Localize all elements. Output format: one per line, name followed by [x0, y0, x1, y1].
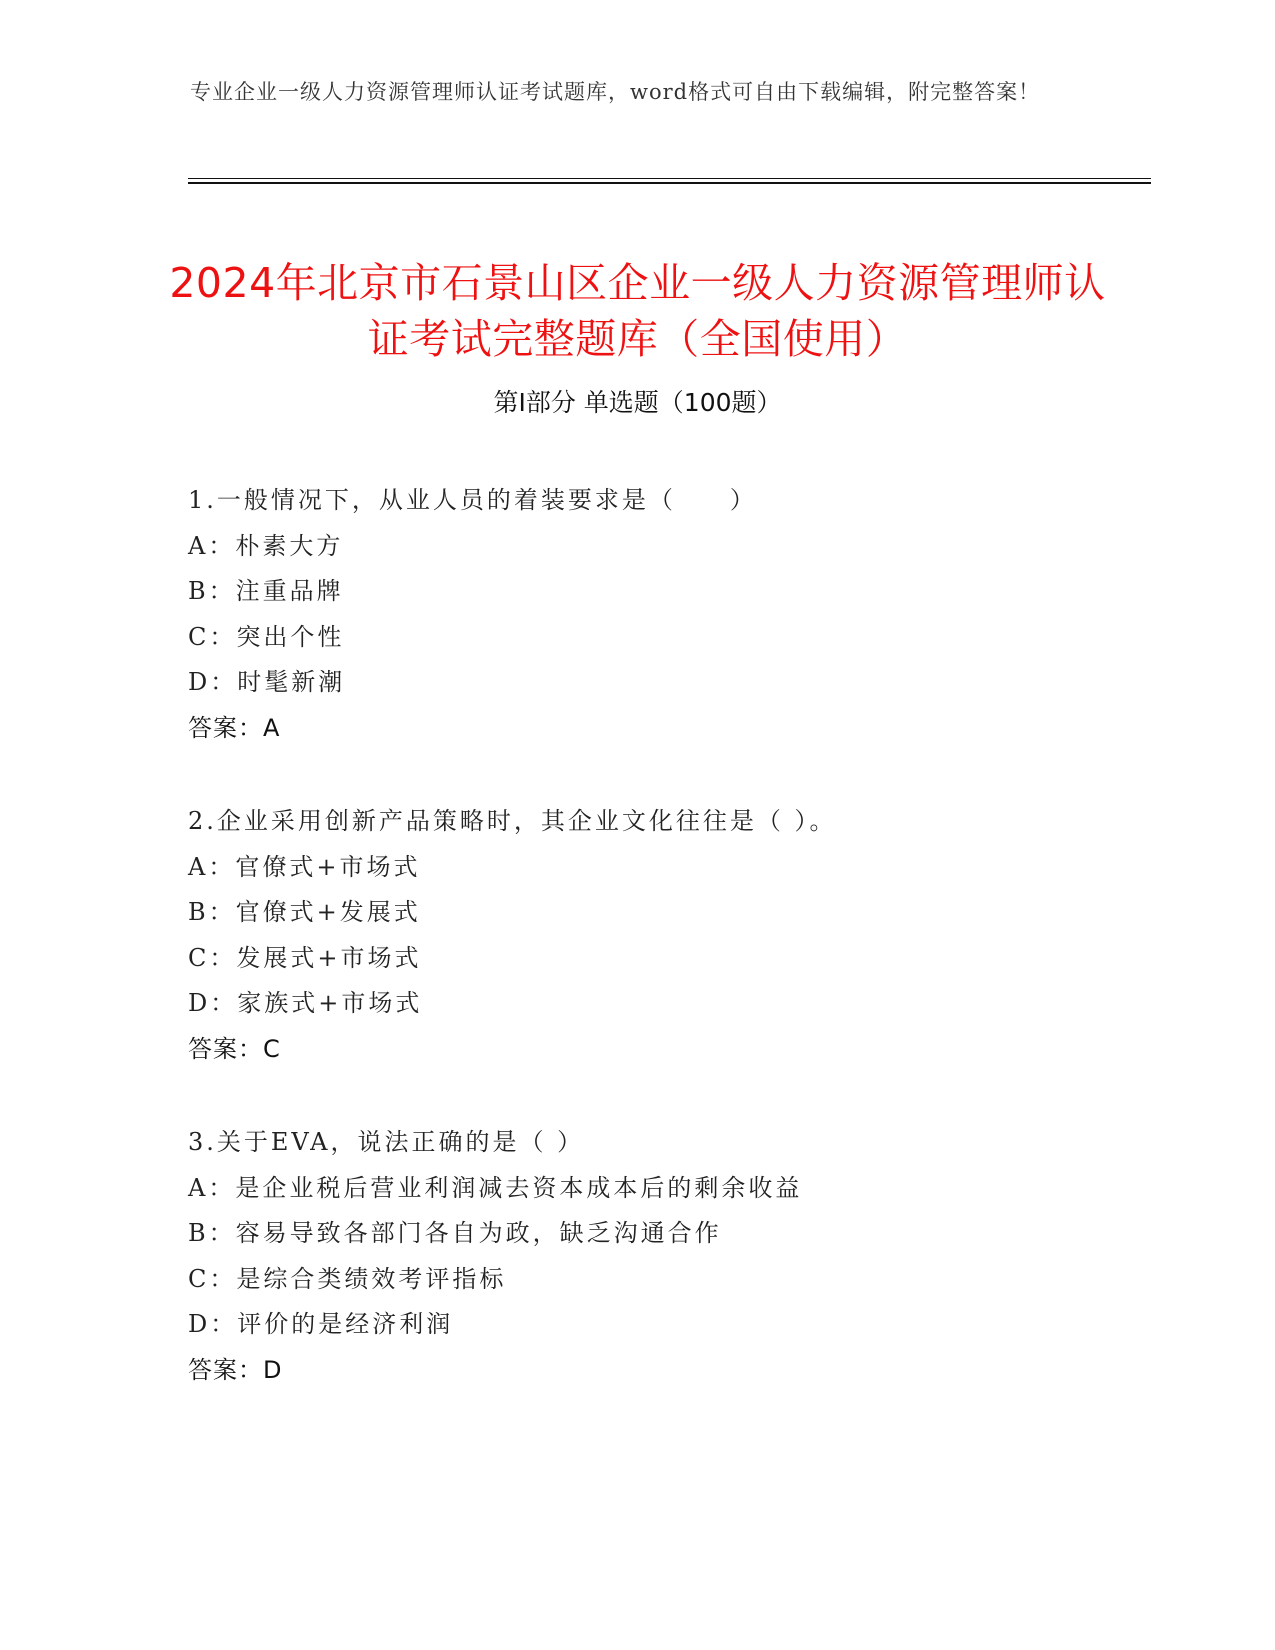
answer-line: 答案：C	[188, 1034, 281, 1063]
option-a: A：是企业税后营业利润减去资本成本后的剩余收益	[188, 1173, 803, 1202]
question-1	[188, 478, 1148, 751]
option-d: D：家族式+市场式	[188, 989, 423, 1017]
option-c: C：发展式+市场式	[188, 943, 422, 972]
question-stem: 3.关于EVA，说法正确的是（ ）	[188, 1128, 585, 1156]
option-c: C：突出个性	[188, 622, 345, 651]
answer-line: 答案：D	[188, 1355, 283, 1384]
option-d: D：评价的是经济利润	[188, 1310, 454, 1338]
header-divider-thin	[188, 178, 1151, 179]
option-b: B：官僚式+发展式	[188, 898, 421, 926]
option-a: A：官僚式+市场式	[188, 852, 421, 881]
answer-line: 答案：A	[188, 713, 281, 742]
option-d: D：时髦新潮	[188, 668, 346, 696]
option-b: B：注重品牌	[188, 577, 344, 605]
option-c: C：是综合类绩效考评指标	[188, 1264, 507, 1293]
header-divider-thick	[188, 182, 1151, 184]
question-stem: 1.一般情况下，从业人员的着装要求是（ ）	[188, 486, 757, 514]
option-a: A：朴素大方	[188, 531, 344, 560]
question-stem: 2.企业采用创新产品策略时，其企业文化往往是（ ）。	[188, 807, 837, 835]
option-b: B：容易导致各部门各自为政，缺乏沟通合作	[188, 1219, 722, 1247]
header-note: 专业企业一级人力资源管理师认证考试题库，word格式可自由下载编辑，附完整答案！	[190, 80, 1041, 104]
section-heading: 第Ⅰ部分 单选题（100题）	[493, 388, 782, 417]
question-list	[188, 478, 1148, 1441]
question-2	[188, 799, 1148, 1072]
question-3	[188, 1120, 1148, 1393]
document-title: 2024年北京市石景山区企业一级人力资源管理师认证考试完整题库（全国使用）	[169, 259, 1106, 364]
